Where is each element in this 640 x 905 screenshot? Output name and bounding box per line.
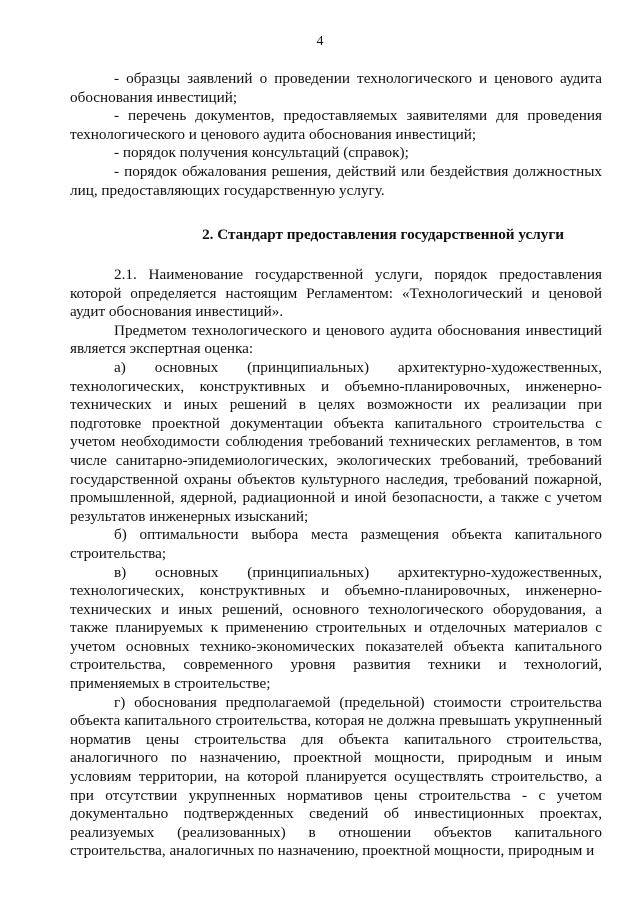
paragraph-2-1: 2.1. Наименование государственной услуги, порядок предоставления которой определяется настоящим Регламентом: «Технологический и ценовой аудит обоснования инвестиций». — [70, 266, 602, 321]
list-item: - порядок обжалования решения, действий или бездействия должностных лиц, предоставляющих государственную услугу. — [70, 162, 602, 199]
list-item: - перечень документов, предоставляемых заявителями для проведения технологического и ценового аудита обоснования инвестиций; — [70, 107, 602, 143]
paragraph-subject: Предметом технологического и ценового аудита обоснования инвестиций является экспертная оценка: — [70, 321, 602, 358]
section-title: 2. Стандарт предоставления государственной услуги — [202, 226, 564, 243]
paragraph-item-g: г) обоснования предполагаемой (предельной) стоимости строительства объекта капитального строительства, которая не должна превышать укрупненный норматив цены строительства для объекта капитального строительства, аналогичного по назначению, проектной мощности, природным и иным условиям территории, на которой планируется осуществлять строительство, а при отсутствии укрупненных нормативов цены строительства - с учетом документально подтвержденных сведений об инвестиционных проектах, реализуемых (реализованных) в отношении объектов капитального строительства, аналогичных по назначению, проектной мощности, природным и — [70, 693, 602, 860]
paragraph-item-v: в) основных (принципиальных) архитектурно-художественных, технологических, конструктивных и объемно-планировочных, инженерно-технических и иных решений, основного технологического оборудования, а также планируемых к применению строительных и отделочных материалов с учетом основных технико-экономических показателей объекта капитального строительства, современного уровня развития техники и технологий, применяемых в строительстве; — [70, 563, 602, 693]
list-item: - образцы заявлений о проведении технологического и ценового аудита обоснования инвестиций; — [70, 70, 602, 106]
paragraph-item-b: б) оптимальности выбора места размещения объекта капитального строительства; — [70, 526, 602, 562]
main-text — [70, 266, 602, 861]
page-number: 4 — [316, 34, 324, 49]
paragraph-item-a: а) основных (принципиальных) архитектурно-художественных, технологических, конструктивных и объемно-планировочных, инженерно-технических и иных решений в целях возможности их реализации при подготовке проектной документации объекта капитального строительства с учетом необходимости соблюдения требований технических регламентов, в том числе санитарно-эпидемиологических, экологических требований, требований государственной охраны объектов культурного наследия, требований пожарной, промышленной, ядерной, радиационной и иной безопасности, а также с учетом результатов инженерных изысканий; — [70, 358, 602, 525]
list-block — [70, 70, 602, 200]
list-item: - порядок получения консультаций (справок); — [114, 144, 409, 162]
